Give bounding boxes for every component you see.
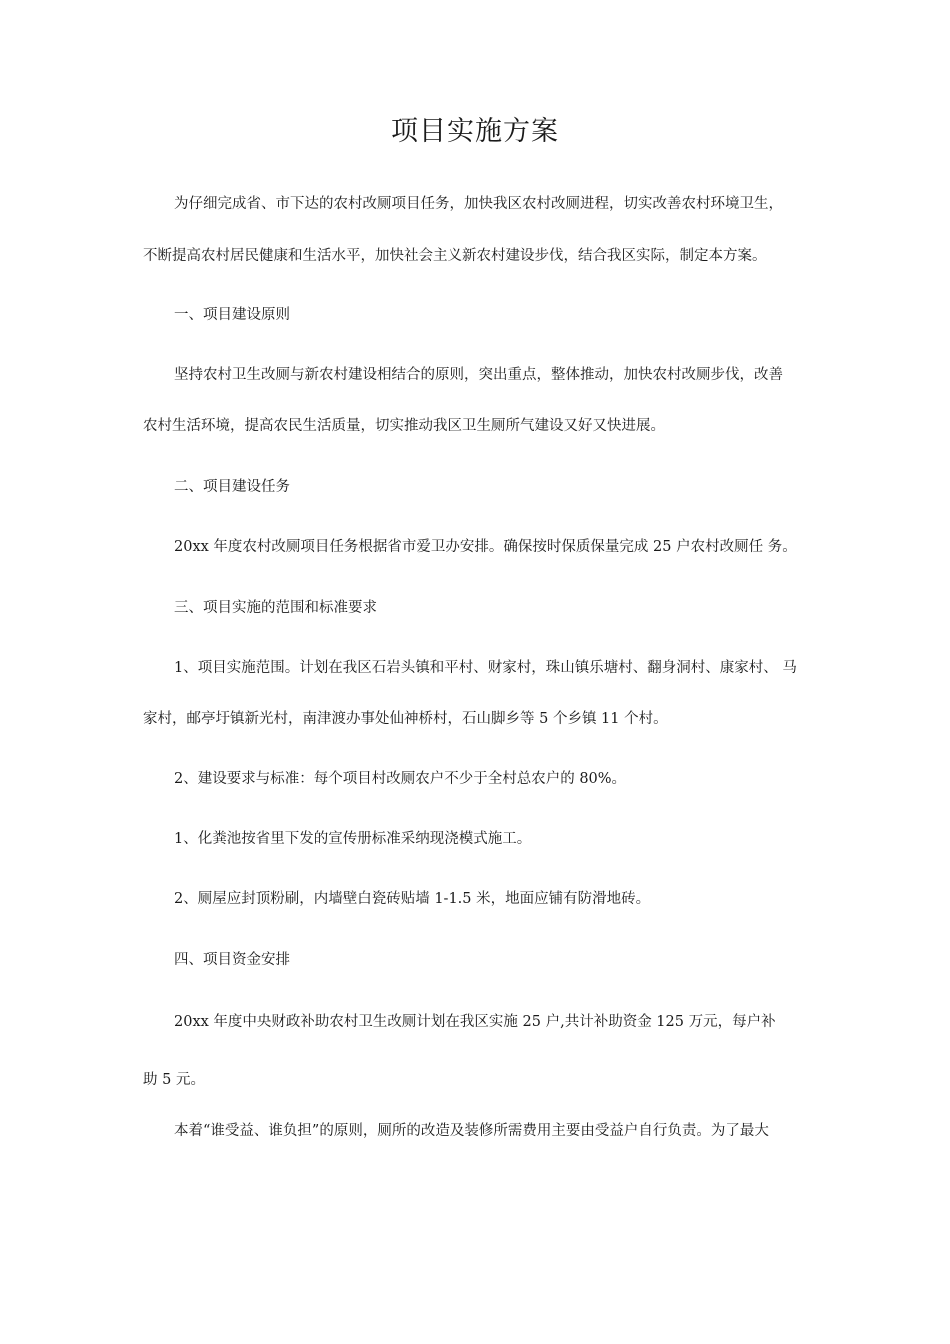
paragraph-scope-line-1: 1、项目实施范围。计划在我区石岩头镇和平村、财家村，珠山镇乐塘村、翻身洞村、康家村、 马: [174, 660, 797, 676]
section-heading-principles: 一、项目建设原则: [174, 307, 290, 323]
list-item-requirements: 2、建设要求与标准：每个项目村改厕农户不少于全村总农户的 80%。: [174, 771, 627, 787]
paragraph-tasks-line-1: 20xx 年度农村改厕项目任务根据省市爱卫办安排。确保按时保质保量完成 25 户农村改厕任 务。: [174, 539, 797, 555]
paragraph-principles-line-1: 坚持农村卫生改厕与新农村建设相结合的原则，突出重点，整体推动，加快农村改厕步伐，改善: [174, 367, 783, 383]
section-heading-tasks: 二、项目建设任务: [174, 479, 290, 495]
paragraph-funding-line-1: 20xx 年度中央财政补助农村卫生改厕计划在我区实施 25 户,共计补助资金 125 万元，每户补: [174, 1014, 776, 1030]
paragraph-funding-line-2: 助 5 元。: [143, 1072, 205, 1088]
list-item-septic-tank: 1、化粪池按省里下发的宣传册标准采纳现浇模式施工。: [174, 831, 532, 847]
paragraph-responsibility-line-1: 本着“谁受益、谁负担”的原则，厕所的改造及装修所需费用主要由受益户自行负责。为了最大: [174, 1123, 769, 1139]
paragraph-scope-line-2: 家村，邮亭圩镇新光村，南津渡办事处仙神桥村，石山脚乡等 5 个乡镇 11 个村。: [143, 711, 668, 727]
paragraph-principles-line-2: 农村生活环境，提高农民生活质量，切实推动我区卫生厕所气建设又好又快进展。: [143, 418, 665, 434]
list-item-toilet-room: 2、厕屋应封顶粉刷，内墙壁白瓷砖贴墙 1-1.5 米，地面应铺有防滑地砖。: [174, 891, 651, 907]
paragraph-intro-line-2: 不断提高农村居民健康和生活水平，加快社会主义新农村建设步伐，结合我区实际，制定本方案。: [143, 248, 767, 264]
document-title: 项目实施方案: [391, 116, 559, 147]
section-heading-scope: 三、项目实施的范围和标准要求: [174, 600, 377, 616]
section-heading-funding: 四、项目资金安排: [174, 952, 290, 968]
paragraph-intro-line-1: 为仔细完成省、市下达的农村改厕项目任务，加快我区农村改厕进程，切实改善农村环境卫生，: [174, 196, 783, 212]
